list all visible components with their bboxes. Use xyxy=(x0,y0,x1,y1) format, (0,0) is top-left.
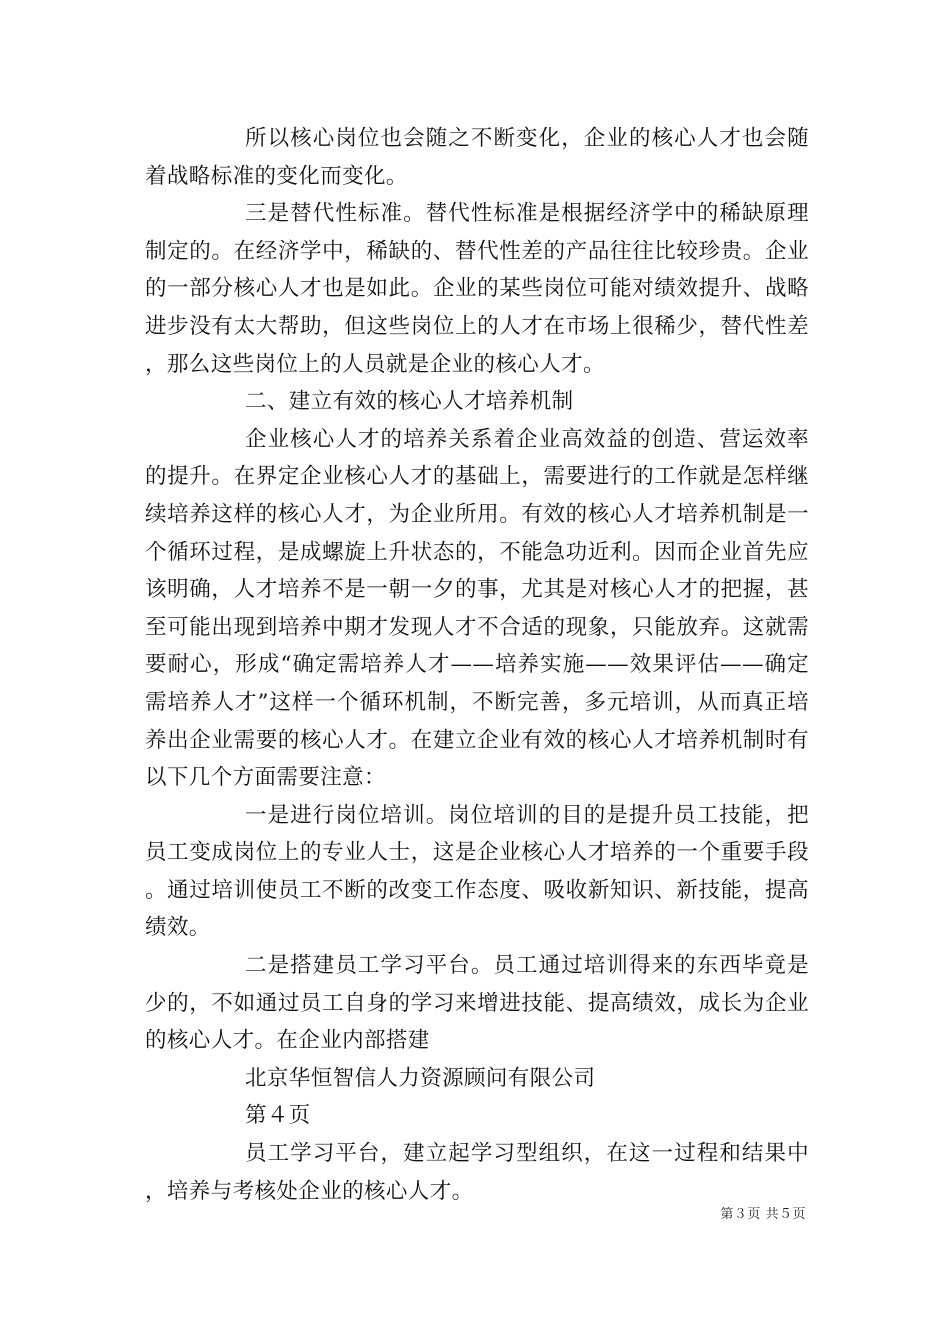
paragraph-learning-platform: 二是搭建员工学习平台。员工通过培训得来的东西毕竟是少的，不如通过员工自身的学习来增进技能、提高绩效，成长为企业的核心人才。在企业内部搭建 xyxy=(145,953,809,1054)
inline-page-number: 第４页 xyxy=(245,1103,311,1129)
page-footer-indicator: 第３页 共５页 xyxy=(720,1207,806,1222)
paragraph-core-position-change: 所以核心岗位也会随之不断变化，企业的核心人才也会随着战略标准的变化而变化。 xyxy=(145,126,809,189)
section-heading-training-mechanism: 二、建立有效的核心人才培养机制 xyxy=(245,389,574,415)
paragraph-training-mechanism: 企业核心人才的培养关系着企业高效益的创造、营运效率的提升。在界定企业核心人才的基础上，需要进行的工作就是怎样继续培养这样的核心人才，为企业所用。有效的核心人才培养机制是一个循环过程，是成螺旋上升状态的，不能急功近利。因而企业首先应该明确，人才培养不是一朝一夕的事，尤其是对核心人才的把握，甚至可能出现到培养中期才发现人才不合适的现象，只能放弃。这就需要耐心，形成“确定需培养人才——培养实施——效果评估——确定需培养人才”这样一个循环机制，不断完善，多元培训，从而真正培养出企业需要的核心人才。在建立企业有效的核心人才培养机制时有以下几个方面需要注意： xyxy=(145,426,809,791)
paragraph-learning-organization: 员工学习平台，建立起学习型组织，在这一过程和结果中，培养与考核处企业的核心人才。 xyxy=(145,1141,809,1204)
document-body xyxy=(145,120,809,1210)
company-name-line: 北京华恒智信人力资源顾问有限公司 xyxy=(245,1065,596,1091)
paragraph-position-training: 一是进行岗位培训。岗位培训的目的是提升员工技能，把员工变成岗位上的专业人士，这是企业核心人才培养的一个重要手段。通过培训使员工不断的改变工作态度、吸收新知识、新技能，提高绩效。 xyxy=(145,802,809,941)
paragraph-substitution-standard: 三是替代性标准。替代性标准是根据经济学中的稀缺原理制定的。在经济学中，稀缺的、替代性差的产品往往比较珍贵。企业的一部分核心人才也是如此。企业的某些岗位可能对绩效提升、战略进步没有太大帮助，但这些岗位上的人才在市场上很稀少，替代性差，那么这些岗位上的人员就是企业的核心人才。 xyxy=(145,201,809,377)
